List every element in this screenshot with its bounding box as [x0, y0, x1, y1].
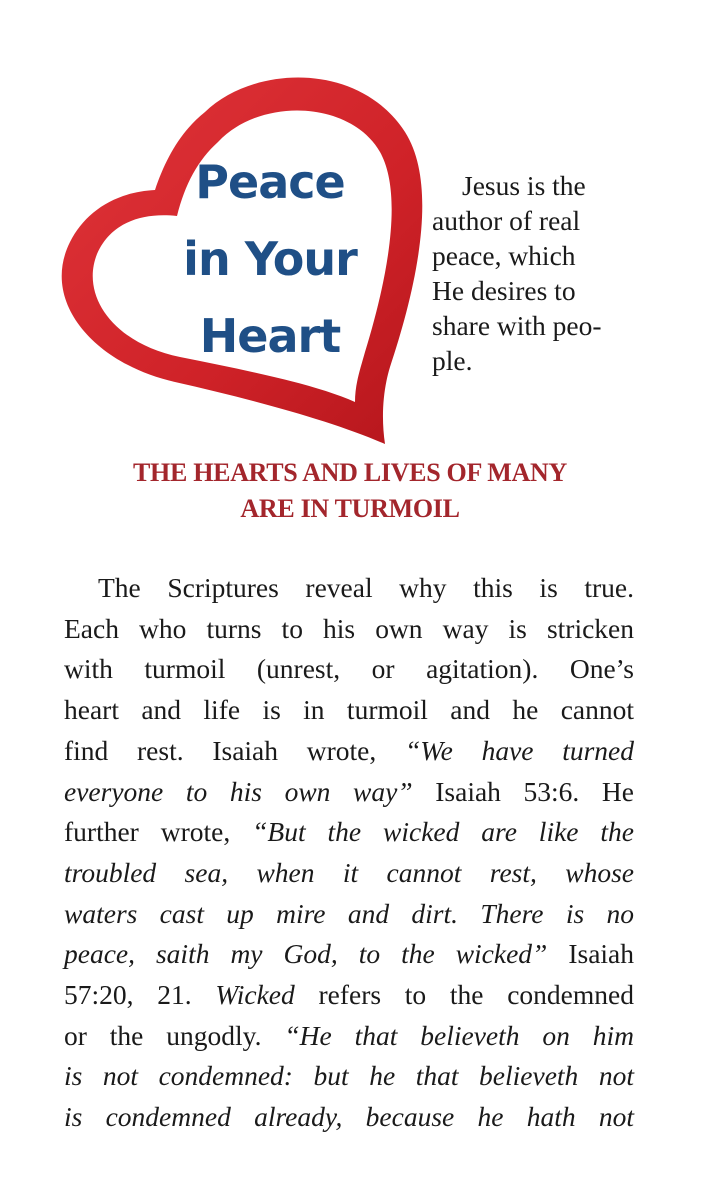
body-line: or the ungodly. “He that believeth on him: [64, 1019, 634, 1051]
intro-line: share with peo-: [432, 310, 602, 341]
body-line: Each who turns to his own way is stricken: [64, 612, 634, 644]
intro-line: peace, which: [432, 240, 576, 271]
body-line: 57:20, 21. Wicked refers to the condemned: [64, 979, 634, 1011]
heart-graphic: [55, 72, 435, 447]
body-line: find rest. Isaiah wrote, “We have turned: [64, 734, 635, 766]
heart-title-line: Peace: [195, 155, 345, 209]
body-paragraph: [64, 568, 634, 1138]
section-heading-line: THE HEARTS AND LIVES OF MANY: [133, 458, 567, 487]
body-line: is not condemned: but he that believeth not: [64, 1060, 634, 1092]
body-line: waters cast up mire and dirt. There is no: [64, 897, 634, 929]
heart-title-line: in Your: [183, 232, 357, 286]
body-line: peace, saith my God, to the wicked” Isaiah: [64, 938, 634, 970]
body-line: further wrote, “But the wicked are like the: [64, 816, 634, 848]
intro-line: author of real: [432, 205, 581, 236]
body-line: troubled sea, when it cannot rest, whose: [64, 856, 634, 888]
section-heading-line: ARE IN TURMOIL: [240, 494, 460, 523]
body-line: everyone to his own way” Isaiah 53:6. He: [64, 775, 634, 807]
heart-title-line: Heart: [199, 309, 341, 363]
intro-line: ple.: [432, 345, 473, 376]
body-line: is condemned already, because he hath not: [64, 1101, 634, 1133]
body-line: with turmoil (unrest, or agitation). One’s: [64, 653, 634, 685]
body-line: heart and life is in turmoil and he cannot: [64, 694, 634, 726]
body-line: The Scriptures reveal why this is true.: [98, 572, 634, 603]
intro-paragraph: [432, 168, 642, 378]
heart-title: [150, 144, 390, 375]
intro-line: He desires to: [432, 275, 576, 306]
section-heading: [40, 455, 660, 527]
intro-line: Jesus is the: [462, 170, 586, 201]
